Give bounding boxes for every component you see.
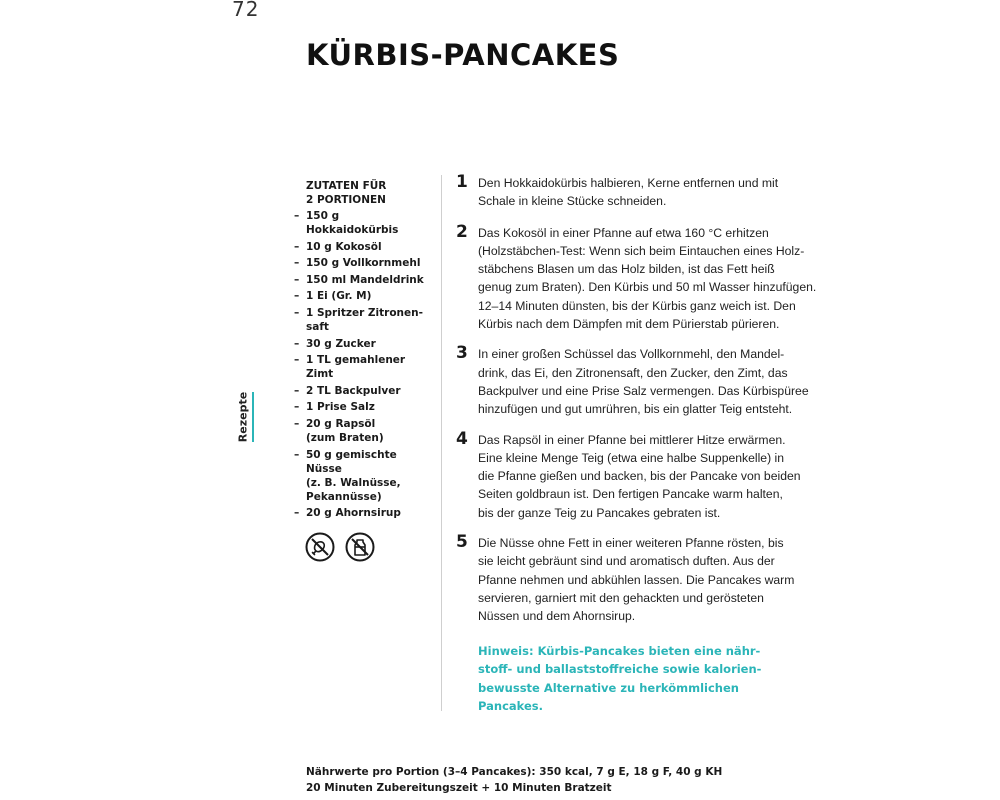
ingredient-text: 150 g Hokkaidokürbis [306,210,399,236]
ingredient-item [294,400,434,414]
ingredient-item [294,506,434,520]
page-number: 72 [232,0,260,21]
ingredient-item [294,417,434,445]
step-number: 3 [456,343,468,364]
step [456,532,795,625]
nutrition-info: Nährwerte pro Portion (3–4 Pancakes): 350 kcal, 7 g E, 18 g F, 40 g KH [306,766,723,778]
step-line: Das Rapsöl in einer Pfanne bei mittlerer Hitze erwärmen. [478,432,786,447]
no-meat-icon [305,532,335,562]
ingredient-text: 20 g Rapsöl (zum Braten) [306,417,384,444]
ingredient-text: 30 g Zucker [306,337,376,350]
hint-note [478,642,768,715]
step-line: Backpulver und eine Prise Salz vermengen. Das Kürbispüree [478,383,809,398]
hint-line: Pancakes. [478,698,543,713]
step-line: hinzufügen und gut umrühren, bis ein glatter Teig entsteht. [478,402,793,417]
step-number: 4 [456,428,468,449]
recipe-title: KÜRBIS-PANCAKES [306,38,620,72]
ingredient-item [294,256,434,270]
ingredient-text: 1 TL gemahlener Zimt [306,354,406,381]
step-line: Kürbis nach dem Dämpfen mit dem Pürierstab pürieren. [478,317,780,332]
step-line: Die Nüsse ohne Fett in einer weiteren Pfanne rösten, bis [478,536,784,551]
step-line: genug zum Braten). Den Kürbis und 50 ml Wasser hinzufügen. [478,280,817,295]
ingredient-item [294,240,434,254]
steps-list [456,172,817,626]
step-line: bis der ganze Teig zu Pancakes gebraten ist. [478,505,721,520]
ingredients-heading-line: 2 PORTIONEN [306,194,386,206]
step-text [478,174,779,211]
step-line: drink, das Ei, den Zitronensaft, den Zucker, den Zimt, das [478,365,788,380]
ingredient-text: 150 g Vollkornmehl [306,257,421,270]
section-accent-bar [252,392,254,442]
step-line: (Holzstäbchen-Test: Wenn sich beim Eintauchen eines Holz- [478,243,805,258]
step-text [478,345,809,418]
ingredient-text: 10 g Kokosöl [306,240,382,253]
step-line: die Pfanne gießen und backen, bis der Pancake von beiden [478,469,801,484]
step-line: Pfanne nehmen und abkühlen lassen. Die Pancakes warm [478,572,795,587]
ingredient-item [294,448,434,504]
step-text [478,224,817,334]
column-divider [441,175,442,711]
ingredient-item [294,273,434,287]
step-line: Eine kleine Menge Teig (etwa eine halbe Suppenkelle) in [478,450,785,465]
step [456,172,779,211]
step-line: Das Kokosöl in einer Pfanne auf etwa 160 °C erhitzen [478,225,769,240]
step-number: 1 [456,172,468,192]
hint-line: stoff- und ballaststoffreiche sowie kalorien- [478,662,762,677]
ingredient-item [294,289,434,303]
step-line: Schale in kleine Stücke schneiden. [478,194,667,209]
ingredient-text: 1 Prise Salz [306,401,375,414]
ingredients-heading [306,179,434,207]
step [456,343,809,418]
step-text [478,534,795,625]
recipe-footer [306,764,722,796]
step-number: 2 [456,221,468,242]
step-number: 5 [456,532,468,553]
ingredients-list [294,209,434,520]
step-line: 12–14 Minuten dünsten, bis der Kürbis ganz weich ist. Den [478,298,796,313]
step-line: sie leicht gebräunt sind und aromatisch duften. Aus der [478,554,775,569]
step-line: Den Hokkaidokürbis halbieren, Kerne entfernen und mit [478,176,779,190]
ingredient-item [294,337,434,351]
step [456,221,817,334]
ingredient-item [294,353,434,381]
ingredient-item [294,306,434,334]
ingredient-text: 1 Ei (Gr. M) [306,290,372,303]
diet-icons [305,532,375,562]
ingredient-text: 20 g Ahornsirup [306,507,401,520]
step-line: servieren, garniert mit den gehackten und gerösteten [478,590,764,605]
ingredient-text: 1 Spritzer Zitronen- saft [306,306,423,333]
step-line: In einer großen Schüssel das Vollkornmehl, den Mandel- [478,347,785,362]
ingredients-panel [294,179,434,523]
section-label-text: Rezepte [236,391,250,443]
ingredient-item [294,384,434,398]
ingredient-item [294,209,434,237]
ingredient-text: 2 TL Backpulver [306,384,401,397]
ingredient-text: 150 ml Mandeldrink [306,273,424,286]
step-line: Seiten goldbraun ist. Den fertigen Pancake warm halten, [478,487,783,502]
step [456,428,801,522]
no-milk-icon [345,532,375,562]
step-text [478,431,801,522]
preparation-time: 20 Minuten Zubereitungszeit + 10 Minuten Bratzeit [306,782,612,794]
ingredients-heading-line: ZUTATEN FÜR [306,180,387,192]
hint-line: bewusste Alternative zu herkömmlichen [478,680,739,695]
hint-line: Hinweis: Kürbis-Pancakes bieten eine nähr- [478,644,761,658]
step-line: Nüssen und dem Ahornsirup. [478,609,636,624]
step-line: stäbchens Blasen um das Holz bilden, ist das Fett heiß [478,262,775,277]
ingredient-text: 50 g gemischte Nüsse (z. B. Walnüsse, Pekannüsse) [306,448,401,503]
